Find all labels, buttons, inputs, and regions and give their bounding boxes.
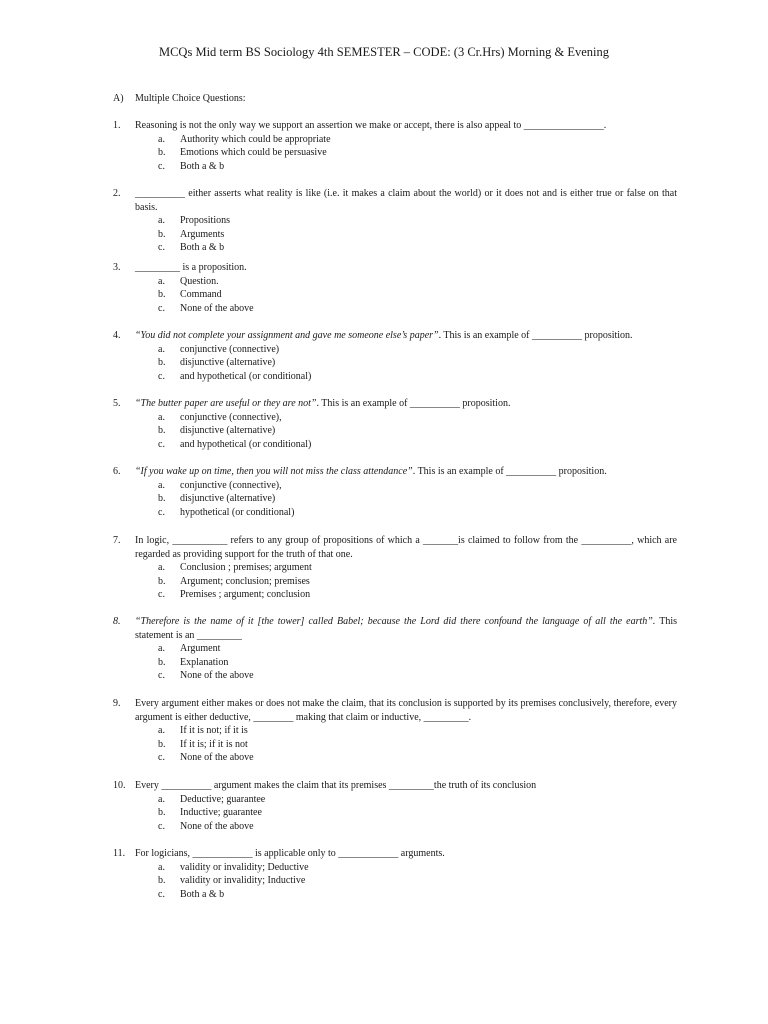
option-letter: a. <box>158 343 165 355</box>
question-number: 10. <box>113 780 126 791</box>
options-list <box>113 214 677 255</box>
question-number: 11. <box>113 848 126 859</box>
option-text: Propositions <box>180 215 231 227</box>
option-item <box>113 214 677 228</box>
option-letter: a. <box>158 725 165 737</box>
section-title: Multiple Choice Questions: <box>135 93 246 104</box>
option-letter: b. <box>158 147 166 159</box>
question-text-part: Every argument either makes or does not make the claim, that its conclusion is supported by its premises conclusively, therefore, every argument is either deductive, ________ making that claim or inductive, _________. <box>135 698 677 723</box>
question-text <box>135 119 677 133</box>
options-list <box>113 793 677 834</box>
section-heading <box>113 93 246 104</box>
option-item <box>113 241 677 255</box>
question-item <box>113 261 677 315</box>
option-letter: b. <box>158 738 166 750</box>
question-item <box>113 329 677 383</box>
question-number: 7. <box>113 535 121 546</box>
option-item <box>113 288 677 302</box>
question-item <box>113 465 677 519</box>
option-letter: a. <box>158 793 165 805</box>
option-text: Deductive; guarantee <box>180 793 266 805</box>
option-letter: c. <box>158 370 165 382</box>
option-letter: c. <box>158 670 165 682</box>
question-text-part: _________ is a proposition. <box>135 262 247 273</box>
option-item <box>113 438 677 452</box>
question-item <box>113 534 677 602</box>
option-text: conjunctive (connective) <box>180 343 280 355</box>
option-text: validity or invalidity; Inductive <box>180 875 306 887</box>
option-text: validity or invalidity; Deductive <box>180 861 309 873</box>
options-list <box>113 275 677 316</box>
option-item <box>113 146 677 160</box>
question-item <box>113 779 677 833</box>
question-text <box>135 397 677 411</box>
option-item <box>113 411 677 425</box>
question-text-part: . This is an example of __________ proposition. <box>316 398 511 409</box>
option-item <box>113 888 677 902</box>
question-number: 9. <box>113 698 121 709</box>
option-item <box>113 738 677 752</box>
question-quote: “If you wake up on time, then you will not miss the class attendance” <box>135 466 413 477</box>
option-text: Argument <box>180 643 221 655</box>
question-quote: “You did not complete your assignment and gave me someone else’s paper” <box>135 330 439 341</box>
option-letter: c. <box>158 820 165 832</box>
question-text-part: For logicians, ____________ is applicable only to ____________ arguments. <box>135 848 445 859</box>
options-list <box>113 411 677 452</box>
option-letter: a. <box>158 275 165 287</box>
option-letter: b. <box>158 493 166 505</box>
options-list <box>113 861 677 902</box>
option-item <box>113 424 677 438</box>
option-letter: a. <box>158 643 165 655</box>
option-letter: b. <box>158 228 166 240</box>
option-letter: c. <box>158 752 165 764</box>
option-letter: b. <box>158 807 166 819</box>
option-letter: c. <box>158 302 165 314</box>
question-text-part: Every __________ argument makes the claim that its premises _________the truth of its conclusion <box>135 780 537 791</box>
option-text: Conclusion ; premises; argument <box>180 562 312 574</box>
option-item <box>113 343 677 357</box>
option-letter: a. <box>158 215 165 227</box>
option-text: None of the above <box>180 820 254 832</box>
option-text: Arguments <box>180 228 225 240</box>
option-item <box>113 302 677 316</box>
option-item <box>113 160 677 174</box>
option-item <box>113 656 677 670</box>
option-item <box>113 228 677 242</box>
question-text <box>135 329 677 343</box>
option-text: None of the above <box>180 302 254 314</box>
option-letter: a. <box>158 861 165 873</box>
option-letter: b. <box>158 357 166 369</box>
option-item <box>113 479 677 493</box>
option-item <box>113 874 677 888</box>
option-letter: c. <box>158 506 165 518</box>
option-letter: b. <box>158 425 166 437</box>
options-list <box>113 343 677 384</box>
option-item <box>113 820 677 834</box>
option-text: hypothetical (or conditional) <box>180 506 295 518</box>
question-quote: “The butter paper are useful or they are not” <box>135 398 317 409</box>
options-list <box>113 561 677 602</box>
option-item <box>113 669 677 683</box>
option-text: disjunctive (alternative) <box>180 493 276 505</box>
option-letter: c. <box>158 888 165 900</box>
option-letter: b. <box>158 289 166 301</box>
option-text: Both a & b <box>180 160 225 172</box>
option-text: disjunctive (alternative) <box>180 357 276 369</box>
options-list <box>113 724 677 765</box>
option-item <box>113 356 677 370</box>
option-item <box>113 861 677 875</box>
option-text: Authority which could be appropriate <box>180 133 331 145</box>
option-text: disjunctive (alternative) <box>180 425 276 437</box>
question-text <box>135 534 677 561</box>
question-number: 4. <box>113 330 121 341</box>
question-item <box>113 119 677 173</box>
question-number: 8. <box>113 616 121 627</box>
option-text: Command <box>180 289 222 301</box>
option-item <box>113 370 677 384</box>
option-text: If it is; if it is not <box>180 738 248 750</box>
option-item <box>113 642 677 656</box>
option-item <box>113 588 677 602</box>
question-text-part: . This is an example of __________ proposition. <box>438 330 633 341</box>
option-item <box>113 133 677 147</box>
option-text: None of the above <box>180 670 254 682</box>
option-letter: a. <box>158 479 165 491</box>
question-item <box>113 397 677 451</box>
document-title: MCQs Mid term BS Sociology 4th SEMESTER – CODE: (3 Cr.Hrs) Morning & Evening <box>158 45 609 59</box>
question-text-part: Reasoning is not the only way we support an assertion we make or accept, there is also appeal to ________________. <box>135 120 607 131</box>
option-text: Premises ; argument; conclusion <box>180 589 311 601</box>
option-item <box>113 575 677 589</box>
options-list <box>113 642 677 683</box>
option-item <box>113 275 677 289</box>
option-letter: c. <box>158 160 165 172</box>
option-text: Question. <box>180 275 219 287</box>
question-text-part: . This is an example of __________ proposition. <box>412 466 607 477</box>
section-label: A) <box>113 93 124 104</box>
option-item <box>113 506 677 520</box>
option-letter: a. <box>158 562 165 574</box>
question-number: 2. <box>113 188 121 199</box>
option-item <box>113 724 677 738</box>
option-letter: a. <box>158 411 165 423</box>
question-item <box>113 615 677 683</box>
question-text <box>135 465 677 479</box>
question-item <box>113 187 677 255</box>
question-number: 1. <box>113 120 121 131</box>
option-text: Both a & b <box>180 888 225 900</box>
option-letter: a. <box>158 133 165 145</box>
question-number: 5. <box>113 398 121 409</box>
question-quote: “Therefore is the name of it [the tower] called Babel; because the Lord did there confound the language of all the earth”. <box>135 616 656 627</box>
question-text-part: In logic, ___________ refers to any group of propositions of which a _______is claimed to follow from the __________, which are regarded as providing support for the truth of that one. <box>135 535 677 560</box>
option-text: conjunctive (connective), <box>180 479 282 491</box>
question-text <box>135 187 677 214</box>
option-letter: c. <box>158 589 165 601</box>
option-item <box>113 806 677 820</box>
option-text: Both a & b <box>180 242 225 254</box>
question-text <box>135 779 677 793</box>
option-text: and hypothetical (or conditional) <box>180 370 312 382</box>
question-number: 6. <box>113 466 121 477</box>
option-text: Argument; conclusion; premises <box>180 575 310 587</box>
option-text: conjunctive (connective), <box>180 411 282 423</box>
question-item <box>113 847 677 901</box>
option-item <box>113 793 677 807</box>
question-text-part: __________ either asserts what reality is like (i.e. it makes a claim about the world) or it does not and is either true or false on that basis. <box>135 188 677 213</box>
option-letter: c. <box>158 242 165 254</box>
option-text: None of the above <box>180 752 254 764</box>
question-number: 3. <box>113 262 121 273</box>
option-text: and hypothetical (or conditional) <box>180 438 312 450</box>
option-letter: b. <box>158 875 166 887</box>
option-letter: b. <box>158 575 166 587</box>
option-text: Explanation <box>180 656 229 668</box>
question-text <box>135 697 677 724</box>
option-text: Emotions which could be persuasive <box>180 147 327 159</box>
question-text-part: This statement is an _________ <box>135 616 677 641</box>
options-list <box>113 133 677 174</box>
option-item <box>113 751 677 765</box>
option-item <box>113 492 677 506</box>
options-list <box>113 479 677 520</box>
option-letter: c. <box>158 438 165 450</box>
option-item <box>113 561 677 575</box>
option-letter: b. <box>158 656 166 668</box>
question-item <box>113 697 677 765</box>
option-text: If it is not; if it is <box>180 725 248 737</box>
question-text <box>135 261 677 275</box>
question-text <box>135 847 677 861</box>
option-text: Inductive; guarantee <box>180 807 262 819</box>
question-text <box>135 615 677 642</box>
